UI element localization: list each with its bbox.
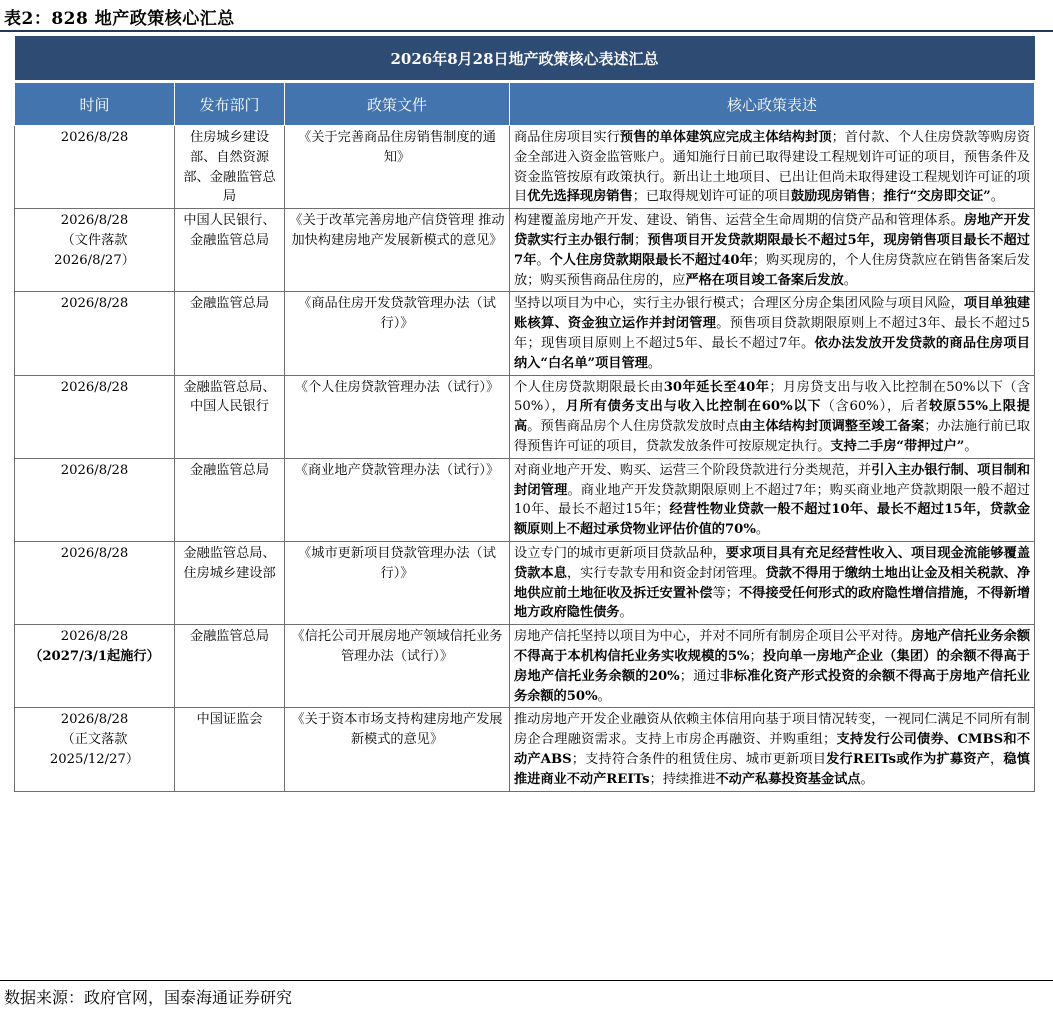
core-text: 坚持以项目为中心，实行主办银行模式；合理区分房企集团风险与项目风险， xyxy=(514,296,964,312)
core-text-emphasis: 非标准化资产形式投资的余额不得高于房地产信托业务余额的50% xyxy=(514,668,1030,704)
core-text-emphasis: 不动产私募投资基金试点 xyxy=(715,771,861,787)
core-text: 设立专门的城市更新项目贷款品种， xyxy=(514,545,726,561)
cell-department: 金融监管总局 xyxy=(175,458,285,541)
core-text-emphasis: 房地产信托业务余额不得高于本机构信托业务实收规模的5% xyxy=(514,629,1031,664)
cell-policy-document: 《关于完善商品住房销售制度的通知》 xyxy=(285,126,510,209)
core-text: 对商业地产开发、购买、运营三个阶段贷款进行分类规范，并 xyxy=(514,462,872,478)
table-body xyxy=(15,126,1035,792)
core-text: 。 xyxy=(755,522,770,538)
core-text-emphasis: 预售的单体建筑应完成主体结构封顶 xyxy=(619,130,832,145)
cell-department: 金融监管总局、住房城乡建设部 xyxy=(175,541,285,624)
core-text-emphasis: 严格在项目竣工备案后发放 xyxy=(685,272,844,288)
source-note: 数据来源：政府官网，国泰海通证券研究 xyxy=(4,988,293,1007)
bottom-rule xyxy=(0,980,1053,981)
core-text: ；支持符合条件的租赁住房、城市更新项目 xyxy=(571,751,827,767)
time-line: 2026/8/28 xyxy=(60,213,129,229)
core-text: ；首付款、个人住房贷款等购房资金全部进入资金监管账户。通知施行日前已取得建设工程规划许可证的项目，预售条件及资金监管按原有政策执行。新出让土地项目、已出让但尚未取得建设工程规划许可证的项目 xyxy=(514,130,1031,205)
core-text-emphasis: 30年延长至40年 xyxy=(663,379,770,395)
core-text: ；通过 xyxy=(679,668,721,684)
cell-department: 中国人民银行、金融监管总局 xyxy=(175,209,285,292)
core-text: 商品住房项目实行 xyxy=(514,130,620,145)
core-text: 。 xyxy=(860,771,874,787)
title-rule xyxy=(0,30,1053,32)
cell-time xyxy=(15,541,175,624)
time-line: 2026/8/28 xyxy=(60,545,129,561)
time-line: 2026/8/28 xyxy=(60,712,129,728)
cell-core-statement xyxy=(510,209,1035,292)
cell-policy-document: 《信托公司开展房地产领域信托业务管理办法（试行）》 xyxy=(285,625,510,708)
cell-time xyxy=(15,375,175,458)
core-text-emphasis: 月所有债务支出与收入比控制在60%以下 xyxy=(565,399,822,415)
core-text: 。预售项目贷款期限原则上不超过3年、最长不超过5年；现售项目原则上不超过5年、最长不超过7年。 xyxy=(514,316,1030,351)
policy-table-container xyxy=(14,36,1034,792)
table-row xyxy=(15,209,1035,292)
cell-policy-document: 《城市更新项目贷款管理办法（试行）》 xyxy=(285,541,510,624)
time-line: 2026/8/28 xyxy=(60,296,129,312)
core-text-emphasis: 项目单独建账核算、资金独立运作并封闭管理 xyxy=(514,296,1031,332)
core-text: 。 xyxy=(536,252,550,268)
core-text-emphasis: 要求项目具有充足经营性收入、项目现金流能够覆盖贷款本息 xyxy=(514,545,1031,581)
table-row xyxy=(15,375,1035,458)
core-text-emphasis: 优先选择现房销售 xyxy=(527,189,633,205)
table-row xyxy=(15,292,1035,375)
header-time: 时间 xyxy=(15,82,175,126)
cell-core-statement xyxy=(510,458,1035,541)
document-title: 表2：828 地产政策核心汇总 xyxy=(4,9,235,29)
core-text: 房地产信托坚持以项目为中心，并对不同所有制房企项目公平对待。 xyxy=(514,629,911,645)
cell-department: 住房城乡建设部、自然资源部、金融监管总局 xyxy=(175,126,285,209)
cell-policy-document: 《商品住房开发贷款管理办法（试行）》 xyxy=(285,292,510,375)
core-text: ；办法施行前已取得预售许可证的项目，贷款发放条件可按原规定执行。 xyxy=(514,419,1031,454)
cell-core-statement xyxy=(510,292,1035,375)
core-text: 推动房地产开发企业融资从依赖主体信用向基于项目情况转变，一视同仁满足不同所有制房企合理融资需求。支持上市房企再融资、并购重组； xyxy=(514,712,1030,748)
core-text-emphasis: 贷款不得用于缴纳土地出让金及相关税款、净地供应前土地征收及拆迁安置补偿 xyxy=(514,565,1031,601)
core-text: 。 xyxy=(964,438,978,454)
time-line: 2026/8/28 xyxy=(60,130,129,145)
cell-time xyxy=(15,209,175,292)
cell-core-statement xyxy=(510,625,1035,708)
core-text: ， xyxy=(990,751,1004,767)
core-text: 个人住房贷款期限最长由 xyxy=(514,379,664,395)
core-text-emphasis: 支持二手房“带押过户” xyxy=(830,438,965,454)
core-text: 。 xyxy=(597,688,611,704)
core-text: ；月房贷支出与收入比控制在50%以下（含50%）， xyxy=(514,379,1031,415)
cell-department: 金融监管总局、中国人民银行 xyxy=(175,375,285,458)
cell-time xyxy=(15,458,175,541)
cell-time xyxy=(15,292,175,375)
table-row xyxy=(15,458,1035,541)
time-line: 2026/8/28 xyxy=(60,462,129,478)
table-row xyxy=(15,625,1035,708)
core-text-emphasis: 不得接受任何形式的政府隐性增信措施，不得新增地方政府隐性债务 xyxy=(514,585,1031,621)
core-text-emphasis: 引入主办银行制、项目制和封闭管理 xyxy=(514,462,1031,498)
core-text-emphasis: 较原55%上限提高 xyxy=(514,399,1030,435)
time-line: 2026/8/28 xyxy=(60,629,129,645)
core-text: 等； xyxy=(712,585,739,601)
table-header-row xyxy=(15,82,1035,126)
core-text: （含60%），后者 xyxy=(821,399,930,415)
core-text: ；已取得规划许可证的项目 xyxy=(632,189,791,205)
header-core-statement: 核心政策表述 xyxy=(510,82,1035,126)
time-line: 2026/8/27） xyxy=(54,252,135,268)
cell-core-statement xyxy=(510,375,1035,458)
core-text-emphasis: 投向单一房地产企业（集团）的余额不得高于房地产信托业务余额的20% xyxy=(514,648,1030,684)
table-row xyxy=(15,126,1035,209)
header-policy-document: 政策文件 xyxy=(285,82,510,126)
core-text-emphasis: 个人住房贷款期限最长不超过40年 xyxy=(549,252,753,268)
cell-policy-document: 《商业地产贷款管理办法（试行）》 xyxy=(285,458,510,541)
cell-core-statement xyxy=(510,541,1035,624)
core-text-emphasis: 推行“交房即交证” xyxy=(883,189,991,205)
core-text: 。 xyxy=(843,272,857,288)
core-text-emphasis: 鼓励现房销售 xyxy=(790,189,871,205)
table-row xyxy=(15,541,1035,624)
core-text-emphasis: 发行REITs或作为扩募资产 xyxy=(826,751,991,767)
core-text: 。预售商品房个人住房贷款发放时点 xyxy=(527,419,739,435)
time-line: （文件落款 xyxy=(61,232,128,248)
core-text-emphasis: 房地产开发贷款实行主办银行制 xyxy=(514,213,1031,248)
policy-table xyxy=(14,36,1035,792)
time-line: （正文落款 xyxy=(61,732,128,748)
header-department: 发布部门 xyxy=(175,82,285,126)
cell-policy-document: 《个人住房贷款管理办法（试行）》 xyxy=(285,375,510,458)
core-text: ；购买现房的，个人住房贷款应在销售备案后发放；购买预售商品住房的，应 xyxy=(514,252,1030,288)
cell-policy-document: 《关于改革完善房地产信贷管理 推动加快构建房地产发展新模式的意见》 xyxy=(285,209,510,292)
core-text-emphasis: 依办法发放开发贷款的商品住房项目纳入“白名单”项目管理 xyxy=(514,335,1030,371)
cell-department: 金融监管总局 xyxy=(175,292,285,375)
table-caption: 2026年8月28日地产政策核心表述汇总 xyxy=(15,36,1035,82)
cell-policy-document: 《关于资本市场支持构建房地产发展新模式的意见》 xyxy=(285,708,510,791)
cell-time xyxy=(15,708,175,791)
core-text: 。 xyxy=(990,189,1004,205)
core-text: 。 xyxy=(647,355,662,371)
core-text-emphasis: 预售项目开发贷款期限最长不超过5年，现房销售项目最长不超过7年 xyxy=(514,232,1030,268)
core-text-emphasis: 由主体结构封顶调整至竣工备案 xyxy=(738,419,925,435)
core-text: 。 xyxy=(619,605,633,621)
core-text: ； xyxy=(634,232,648,248)
cell-department: 中国证监会 xyxy=(175,708,285,791)
core-text: ，实行专款专用和资金封闭管理。 xyxy=(566,565,766,581)
core-text-emphasis: 经营性物业贷款一般不超过10年、最长不超过15年，贷款金额原则上不超过承贷物业评估价值的70% xyxy=(514,502,1031,538)
core-text: ；持续推进 xyxy=(649,771,716,787)
time-line: （2027/3/1起施行） xyxy=(29,648,160,664)
time-line: 2026/8/28 xyxy=(60,379,129,395)
core-text-emphasis: 支持发行公司债券、CMBS和不动产ABS xyxy=(514,732,1031,767)
time-line: 2025/12/27） xyxy=(49,751,140,767)
core-text-emphasis: 稳慎推进商业不动产REITs xyxy=(514,751,1030,787)
cell-core-statement xyxy=(510,708,1035,791)
table-row xyxy=(15,708,1035,791)
core-text: ； xyxy=(749,648,763,664)
cell-time xyxy=(15,625,175,708)
cell-department: 金融监管总局 xyxy=(175,625,285,708)
core-text: 。商业地产开发贷款期限原则上不超过7年；购买商业地产贷款期限一般不超过10年、最长不超过15年； xyxy=(514,482,1031,518)
core-text: 构建覆盖房地产开发、建设、销售、运营全生命周期的信贷产品和管理体系。 xyxy=(514,213,964,229)
cell-time xyxy=(15,126,175,209)
cell-core-statement xyxy=(510,126,1035,209)
core-text: ； xyxy=(870,189,884,205)
